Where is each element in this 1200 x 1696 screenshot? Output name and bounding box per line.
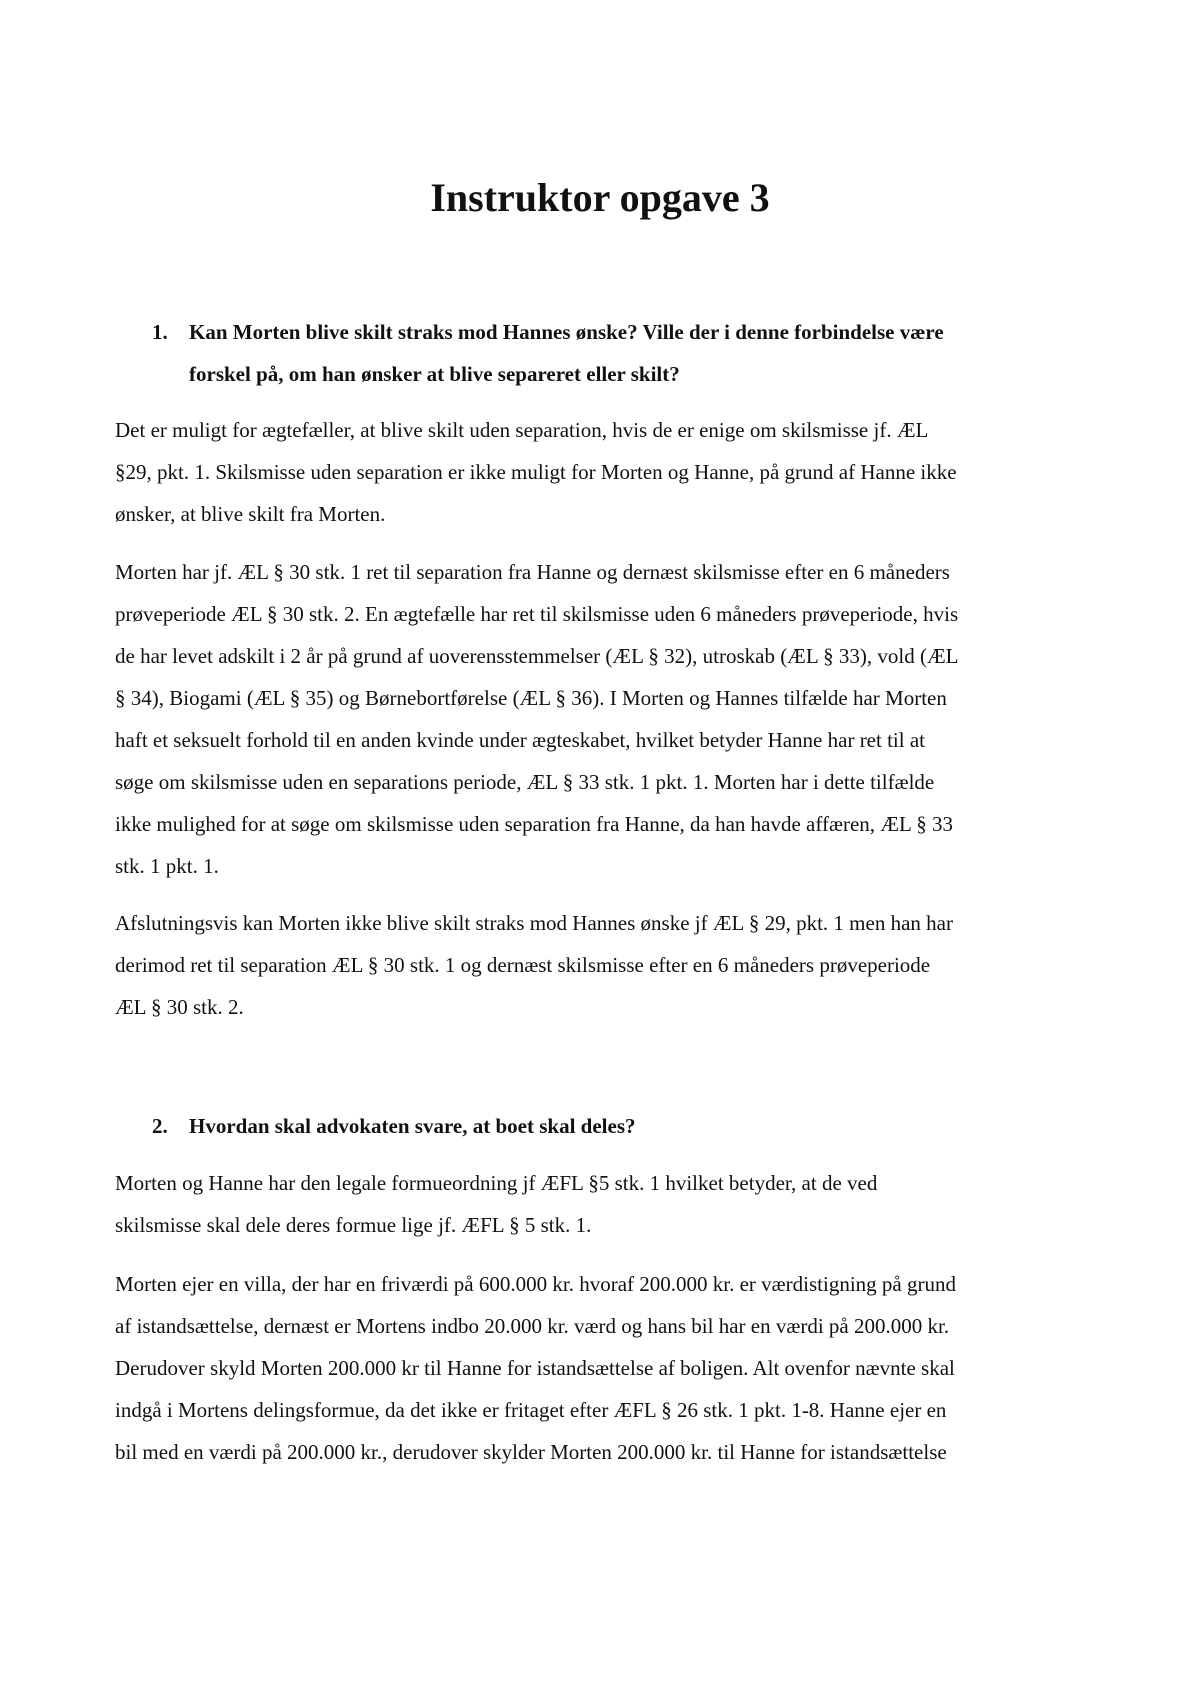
section-2-paragraph-1 [115,1162,1100,1246]
text-line: Morten ejer en villa, der har en friværdi på 600.000 kr. hvoraf 200.000 kr. er værdistigning på grund [115,1272,956,1296]
text-line: haft et seksuelt forhold til en anden kvinde under ægteskabet, hvilket betyder Hanne har ret til at [115,728,925,752]
question-2-line-1: Hvordan skal advokaten svare, at boet skal deles? [189,1114,636,1138]
text-line: prøveperiode ÆL § 30 stk. 2. En ægtefælle har ret til skilsmisse uden 6 måneders prøveperiode, hvis [115,602,959,626]
text-line: de har levet adskilt i 2 år på grund af uoverensstemmelser (ÆL § 32), utroskab (ÆL § 33), vold (ÆL [115,644,959,668]
document-title: Instruktor opgave 3 [430,175,770,220]
text-line: ønsker, at blive skilt fra Morten. [115,502,386,526]
text-line: Morten og Hanne har den legale formueordning jf ÆFL §5 stk. 1 hvilket betyder, at de ved [115,1171,878,1195]
text-line: skilsmisse skal dele deres formue lige jf. ÆFL § 5 stk. 1. [115,1213,592,1237]
section-1-paragraph-1 [115,409,1100,535]
question-1-number: 1. [152,320,168,344]
text-line: søge om skilsmisse uden en separations periode, ÆL § 33 stk. 1 pkt. 1. Morten har i dette tilfælde [115,770,935,794]
section-1-paragraph-2 [115,551,1100,887]
question-2-number: 2. [152,1114,168,1138]
text-line: stk. 1 pkt. 1. [115,854,219,878]
section-1-paragraph-3 [115,902,1100,1028]
text-line: Det er muligt for ægtefæller, at blive skilt uden separation, hvis de er enige om skilsmisse jf. ÆL [115,418,929,442]
section-2-paragraph-2 [115,1263,1100,1473]
text-line: §29, pkt. 1. Skilsmisse uden separation er ikke muligt for Morten og Hanne, på grund af Hanne ikke [115,460,957,484]
text-line: derimod ret til separation ÆL § 30 stk. 1 og dernæst skilsmisse efter en 6 måneders prøveperiode [115,953,931,977]
question-2-heading [152,1105,1082,1147]
text-line: Afslutningsvis kan Morten ikke blive skilt straks mod Hannes ønske jf ÆL § 29, pkt. 1 men han har [115,911,953,935]
text-line: indgå i Mortens delingsformue, da det ikke er fritaget efter ÆFL § 26 stk. 1 pkt. 1-8. Hanne ejer en [115,1398,947,1422]
question-1-line-2: forskel på, om han ønsker at blive separeret eller skilt? [189,362,680,386]
text-line: ikke mulighed for at søge om skilsmisse uden separation fra Hanne, da han havde affæren, ÆL § 33 [115,812,954,836]
text-line: Morten har jf. ÆL § 30 stk. 1 ret til separation fra Hanne og dernæst skilsmisse efter en 6 måneders [115,560,950,584]
question-1-heading [152,311,1082,395]
text-line: ÆL § 30 stk. 2. [115,995,244,1019]
text-line: § 34), Biogami (ÆL § 35) og Børnebortførelse (ÆL § 36). I Morten og Hannes tilfælde har Morten [115,686,947,710]
text-line: bil med en værdi på 200.000 kr., derudover skylder Morten 200.000 kr. til Hanne for istandsættelse [115,1440,947,1464]
text-line: Derudover skyld Morten 200.000 kr til Hanne for istandsættelse af boligen. Alt ovenfor nævnte skal [115,1356,955,1380]
text-line: af istandsættelse, dernæst er Mortens indbo 20.000 kr. værd og hans bil har en værdi på 200.000 kr. [115,1314,950,1338]
question-1-line-1: Kan Morten blive skilt straks mod Hannes ønske? Ville der i denne forbindelse være [189,320,944,344]
